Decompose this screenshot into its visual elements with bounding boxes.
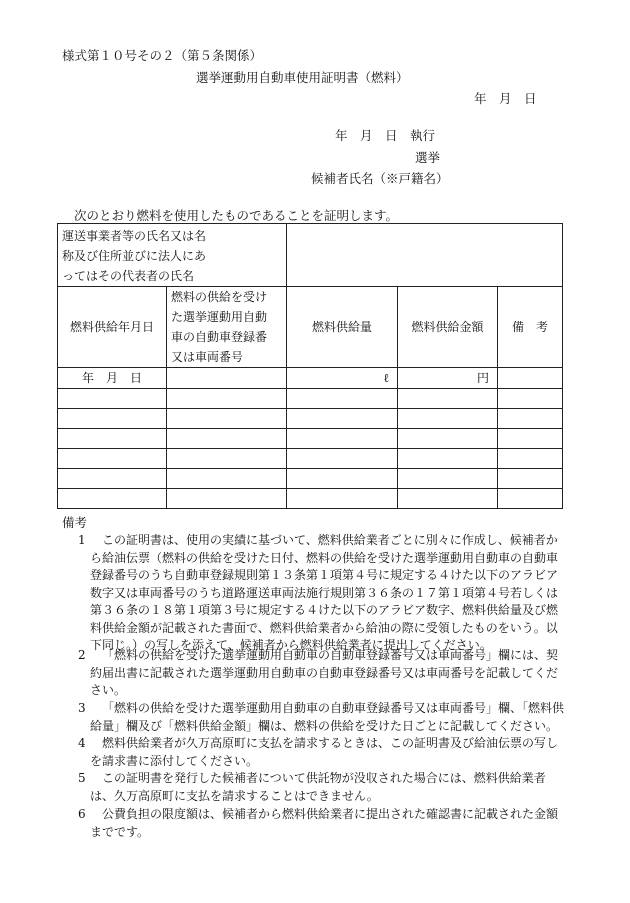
- amount-cell[interactable]: [287, 449, 398, 469]
- vehicle-header-line-4: 又は車両番号: [171, 350, 244, 364]
- remarks-cell[interactable]: [498, 368, 563, 389]
- amount-cell[interactable]: [287, 469, 398, 489]
- table-row: [58, 389, 563, 409]
- amount-cell[interactable]: [287, 409, 398, 429]
- notes-title: 備考: [62, 515, 88, 530]
- amount-cell[interactable]: ℓ: [287, 368, 398, 389]
- header-row: [58, 287, 563, 368]
- note-number: 2: [78, 648, 86, 662]
- remarks-cell[interactable]: [498, 389, 563, 409]
- note-text: この証明書を発行した候補者について供託物が没収された場合には、燃料供給業者は、久万高原町に支払を請求することはできません。: [90, 771, 546, 803]
- remarks-cell[interactable]: [498, 429, 563, 449]
- note-number: 6: [78, 807, 86, 821]
- note-number: 4: [78, 736, 86, 750]
- vehicle-header-line-1: 燃料の供給を受け: [171, 290, 268, 304]
- vehicle-cell[interactable]: [167, 368, 287, 389]
- table-row: [58, 368, 563, 389]
- note-text: 燃料供給業者が久万高原町に支払を請求するときは、この証明書及び給油伝票の写しを請求書に添付してください。: [90, 736, 559, 768]
- execution-date: 年 月 日 執行: [335, 128, 436, 143]
- transport-label-line-3: ってはその代表者の氏名: [62, 269, 195, 283]
- election-label: 選挙: [415, 150, 441, 165]
- vehicle-cell[interactable]: [167, 409, 287, 429]
- amount-cell[interactable]: [287, 429, 398, 449]
- table-row: [58, 429, 563, 449]
- vehicle-cell[interactable]: [167, 449, 287, 469]
- vehicle-cell[interactable]: [167, 429, 287, 449]
- date-cell[interactable]: [58, 389, 167, 409]
- date-cell[interactable]: 年 月 日: [58, 368, 167, 389]
- transport-operator-field[interactable]: [287, 224, 563, 287]
- cost-cell[interactable]: [398, 389, 498, 409]
- note-item: [78, 647, 568, 700]
- header-supply-amount: 燃料供給量: [287, 287, 398, 368]
- cost-cell[interactable]: [398, 429, 498, 449]
- date-cell[interactable]: [58, 449, 167, 469]
- note-item: [78, 532, 568, 655]
- form-number: 様式第１０号その２（第５条関係）: [62, 48, 263, 63]
- header-supply-date: 燃料供給年月日: [58, 287, 167, 368]
- candidate-name-label: 候補者氏名（※戸籍名）: [311, 171, 449, 186]
- note-item: [78, 806, 568, 841]
- table-row: [58, 469, 563, 489]
- note-item: [78, 770, 568, 805]
- date-cell[interactable]: [58, 469, 167, 489]
- table-row: [58, 409, 563, 429]
- note-number: 5: [78, 771, 86, 785]
- cost-cell[interactable]: [398, 449, 498, 469]
- vehicle-header-line-3: 車の自動車登録番: [171, 330, 268, 344]
- amount-cell[interactable]: [287, 489, 398, 509]
- vehicle-header-line-2: た選挙運動用自動: [171, 310, 268, 324]
- vehicle-cell[interactable]: [167, 489, 287, 509]
- issue-date: 年 月 日: [474, 91, 537, 106]
- remarks-cell[interactable]: [498, 489, 563, 509]
- table-row: [58, 449, 563, 469]
- transport-label-line-2: 称及び住所並びに法人にあ: [62, 249, 207, 263]
- note-text: 「燃料の供給を受けた選挙運動用自動車の自動車登録番号又は車両番号」欄、「燃料供給量」欄及び「燃料供給金額」欄は、燃料の供給を受けた日ごとに記載してください。: [90, 701, 565, 733]
- date-cell[interactable]: [58, 409, 167, 429]
- cost-cell[interactable]: [398, 489, 498, 509]
- header-vehicle-number: [167, 287, 287, 368]
- transport-operator-label: [58, 224, 287, 287]
- certification-statement: 次のとおり燃料を使用したものであることを証明します。: [74, 208, 399, 223]
- note-number: 3: [78, 701, 86, 715]
- remarks-cell[interactable]: [498, 469, 563, 489]
- date-cell[interactable]: [58, 489, 167, 509]
- document-title: 選挙運動用自動車使用証明書（燃料）: [196, 70, 409, 85]
- remarks-cell[interactable]: [498, 449, 563, 469]
- header-supply-cost: 燃料供給金額: [398, 287, 498, 368]
- note-text: 「燃料の供給を受けた選挙運動用自動車の自動車登録番号又は車両番号」欄には、契約届出書に記載された選挙運動用自動車の自動車登録番号又は車両番号を記載してください。: [90, 648, 559, 697]
- fuel-usage-table: [57, 223, 563, 509]
- remarks-cell[interactable]: [498, 409, 563, 429]
- cost-cell[interactable]: [398, 409, 498, 429]
- note-text: この証明書は、使用の実績に基づいて、燃料供給業者ごとに別々に作成し、候補者から給油伝票（燃料の供給を受けた日付、燃料の供給を受けた選挙運動用自動車の自動車登録番号のうち自動車登録規則第１３条第１項第４号に規定する４けた以下のアラビア数字又は車両番号のうち道路運送車両法施行規則第３６条の１７第１項第４号若しくは第３６条の１８第１項第３号に規定する４けた以下のアラビア数字、燃料供給量及び燃料供給金額が記載された書面で、燃料供給業者から給油の際に受領したものをいう。以下同じ。）の写しを添えて、候補者から燃料供給業者に提出してください。: [90, 533, 559, 652]
- date-cell[interactable]: [58, 429, 167, 449]
- note-text: 公費負担の限度額は、候補者から燃料供給業者に提出された確認書に記載された金額までです。: [90, 807, 559, 839]
- cost-cell[interactable]: 円: [398, 368, 498, 389]
- amount-cell[interactable]: [287, 389, 398, 409]
- note-item: [78, 700, 568, 735]
- note-item: [78, 735, 568, 770]
- table-row: [58, 489, 563, 509]
- vehicle-cell[interactable]: [167, 469, 287, 489]
- note-number: 1: [78, 533, 86, 547]
- header-remarks: 備 考: [498, 287, 563, 368]
- cost-cell[interactable]: [398, 469, 498, 489]
- transport-label-line-1: 運送事業者等の氏名又は名: [62, 229, 207, 243]
- vehicle-cell[interactable]: [167, 389, 287, 409]
- transport-row: [58, 224, 563, 287]
